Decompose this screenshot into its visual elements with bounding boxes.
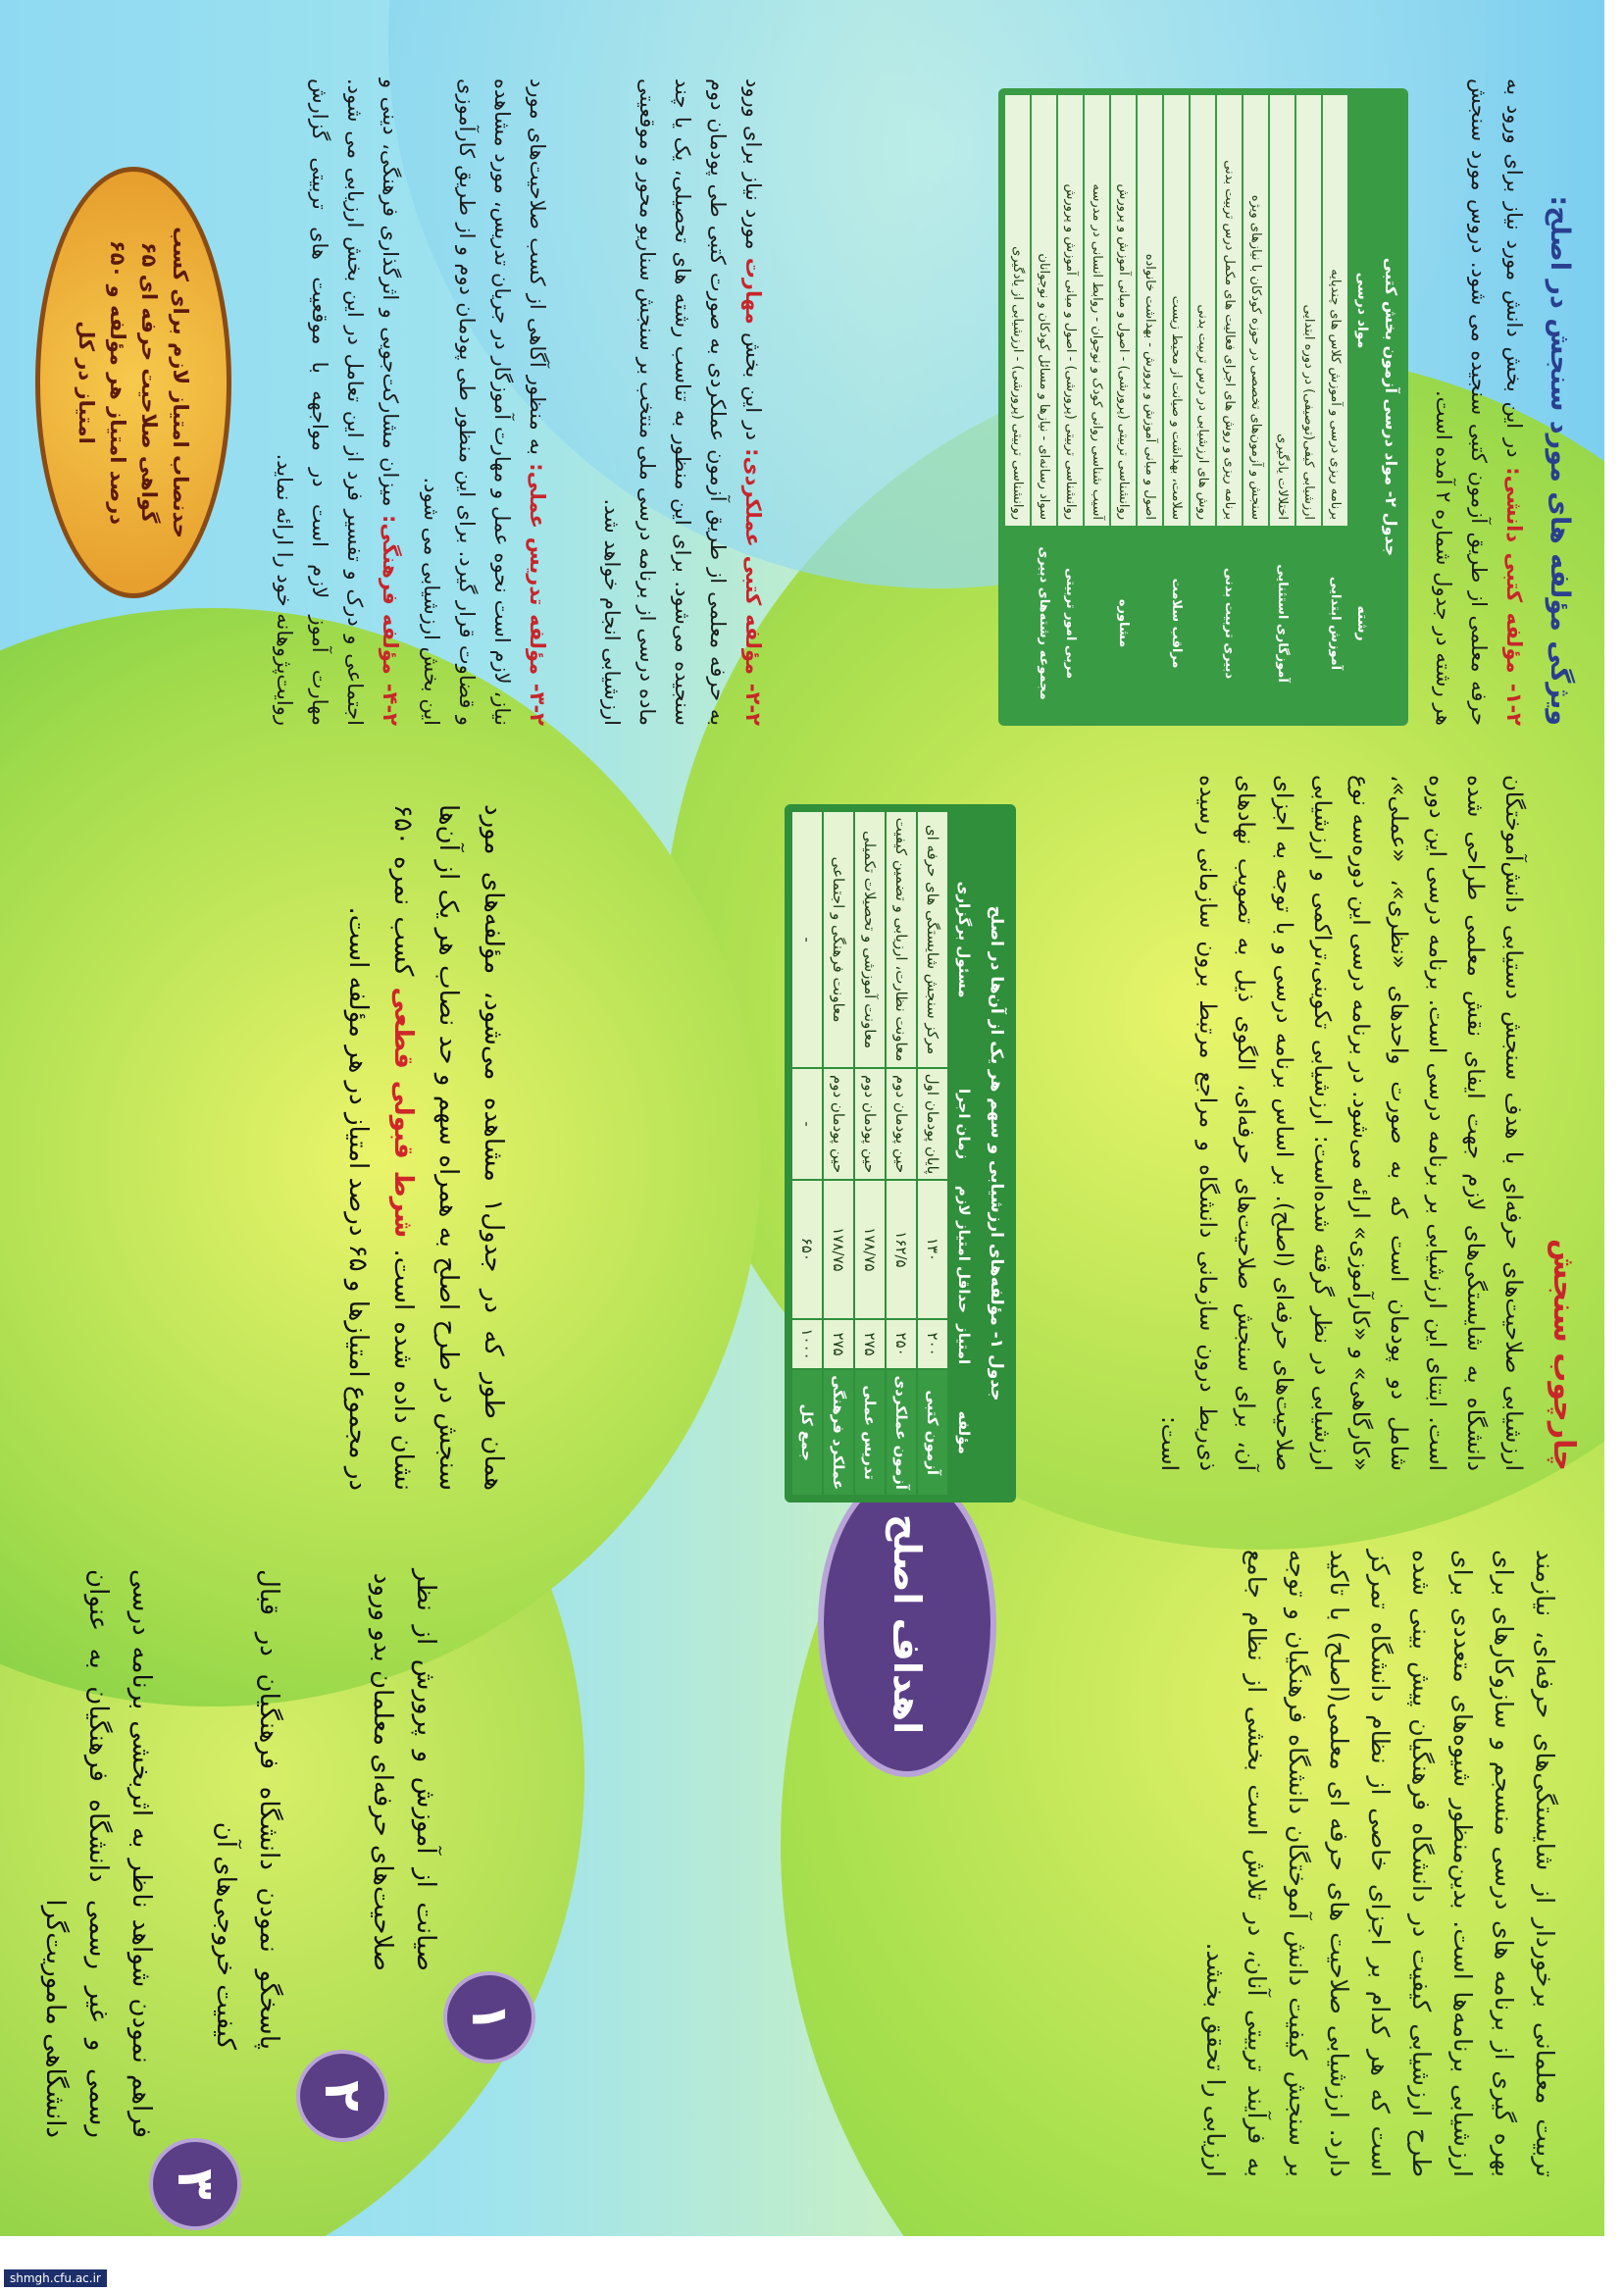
table2-cell: آموزش ابتدایی xyxy=(1323,528,1347,719)
table1-cell: ۱۶۲/۵ xyxy=(887,1181,916,1318)
table1 xyxy=(790,810,981,1497)
footer-bar xyxy=(0,2262,1624,2293)
footer-site-label: shmgh.cfu.ac.ir xyxy=(4,2269,107,2287)
table1-cell: آزمون عملکردی xyxy=(887,1370,916,1495)
table2-cell: ارزشیابی کیفی(توصیفی) در دوره ابتدایی xyxy=(1296,95,1321,526)
table2-row xyxy=(1138,95,1162,719)
table1-cell: - xyxy=(792,1069,822,1179)
footer-strip xyxy=(0,2262,1624,2293)
table2-cell: آسیب شناسی روانی کودک و نوجوان - روابط انسانی در مدرسه xyxy=(1085,95,1109,526)
table2-cell xyxy=(1138,528,1162,719)
goals-title-oval xyxy=(818,1471,996,1777)
table1-cell: حین پودمان دوم xyxy=(855,1069,885,1179)
table1-cell: جمع کل xyxy=(792,1370,822,1495)
table2-row xyxy=(1085,95,1109,719)
table1-row xyxy=(792,812,822,1495)
table2-cell: سنجش و آزمون‌های تخصصی در حوزه کودکان با نیازهای ویژه xyxy=(1243,95,1268,526)
table1-cell: ۱۷۸/۷۵ xyxy=(855,1181,885,1318)
section-3 xyxy=(414,78,555,726)
table1-row xyxy=(824,812,853,1495)
table1-row xyxy=(855,812,885,1495)
table1-cell: ۱۳۰ xyxy=(918,1181,947,1318)
table2-wrapper xyxy=(998,88,1408,726)
table2-row xyxy=(1111,95,1136,719)
table1-caption: جدول ۱- مؤلفه‌های ارزشیابی و سهم هر یک از آن‌ها در اصلح xyxy=(987,905,1006,1401)
goal-3-number: ۳ xyxy=(149,2138,241,2230)
pass-condition: شرط قبولی قطعی xyxy=(388,987,418,1239)
table1-cell: تدریس عملی xyxy=(855,1370,885,1495)
goal-2-text: پاسخگو نمودن دانشگاه فرهنگیان در قبال کیفیت خروجی‌های آن xyxy=(211,1569,283,2050)
section-2 xyxy=(594,78,771,726)
section-4-text: میزان مشارکت‌جویی و اثرگذاری فرهنگی، دینی و اجتماعی و درک و تفسیر فرد از این تعامل در این بخش ارزیابی می شود. مهارت آموز لازم است در مواجهه با موقعیت های تربیتی گزارش روایت‌پژوهانه خود را ارائه نماید. xyxy=(273,78,402,726)
table2-cell xyxy=(1243,528,1268,719)
table1-cell: ۲۷۵ xyxy=(824,1320,853,1369)
table1-cell: ۲۷۵ xyxy=(855,1320,885,1369)
table2-cell: روش های ارزشیابی در درس تربیت بدنی xyxy=(1191,95,1215,526)
framework-title: چارچوب سنجش xyxy=(1547,1239,1581,1471)
table2-header-cell: مواد درسی xyxy=(1349,95,1375,526)
table1-note-text: همان طور که در جدول۱ مشاهده می‌شود، مؤلفه‌های مورد سنجش در طرح اصلح به همراه سهم و حد نصاب هر یک از آن‌ها نشان داده شده است. xyxy=(388,804,508,1492)
table2-cell: آموزگاری استثنایی xyxy=(1270,528,1294,719)
table2-cell xyxy=(1191,528,1215,719)
table1-header-cell: زمان اجرا xyxy=(949,1069,979,1179)
section-1-text: در این بخش دانش مورد نیاز برای ورود به حرفه معلمی از طریق آزمون کتبی سنجیده می شود. دروس مورد سنجش هر رشته در جدول شماره ۲ آمده است. xyxy=(1432,78,1526,726)
table1-cell: عملکرد فرهنگی xyxy=(824,1370,853,1495)
table2-row xyxy=(1191,95,1215,719)
table2-cell: اصول و مبانی آموزش و پرورش - بهداشت خانواده xyxy=(1138,95,1162,526)
table2-cell: روانشناسی تربیتی (پرورشی) - ارزشیابی از یادگیری xyxy=(1005,95,1030,526)
table2-cell: برنامه ریزی درسی و آموزش کلاس های چندپایه xyxy=(1323,95,1347,526)
intro-paragraph: تربیت معلمانی برخوردار از شایستگی‌های حرفه‌ای، نیازمند بهره گیری از برنامه های درسی منسجم و سازوکارهای برای ارزشیابی برنامه‌ها است. بدین‌منظور شیوه‌های متعددی برای طرح ارزشیابی کیفیت در دانشگاه فرهنگیان پیش بینی شده است که هر کدام بر اجزای خاصی از نظام دانشگاه تمرکز دارد. ارزشیابی صلاحیت های حرفه ای معلمی(اصلح) با تاکید بر سنجش کیفیت دانش آموختگان دانشگاه فرهنگیان و توجه به فرآیند تربیتی آنان، در تلاش است بخشی از نظام جامع ارزیابی را تحقق بخشد. xyxy=(1201,1550,1559,2177)
table2-cell: مراقب سلامت xyxy=(1164,528,1189,719)
threshold-badge xyxy=(35,167,231,598)
section-3-text: به منظور آگاهی از کسب صلاحیت‌های مورد نیاز، لازم است نحوه عمل و مهارت آموزگار در جریان تدریس، مورد مشاهده و قضاوت قرار گیرد. برای این منظور طی پودمان دوم و از طریق کارآموزی این بخش ارزشیابی می شود. xyxy=(420,78,549,726)
table1-cell: ۱۷۸/۷۵ xyxy=(824,1181,853,1318)
table1-cell: حین پودمان دوم xyxy=(887,1069,916,1179)
table2-caption: جدول ۲- مواد درسی آزمون بخش کتبی xyxy=(1382,257,1400,557)
table1-cell: آزمون کتبی xyxy=(918,1370,947,1495)
section-3-title: ۳-۲- مؤلفه تدریس عملی: xyxy=(526,463,549,726)
table2-cell: سلامت، بهداشت و صیانت از محیط زیست xyxy=(1164,95,1189,526)
table2-row xyxy=(1270,95,1294,719)
table2-cell xyxy=(1005,528,1030,719)
table1-note xyxy=(335,804,516,1491)
table1-cell: ۲۵۰ xyxy=(887,1320,916,1369)
table2-row xyxy=(1243,95,1268,719)
table2-row xyxy=(1058,95,1083,719)
goal-1-number: ۱ xyxy=(443,1971,535,2064)
table2-row xyxy=(1323,95,1347,719)
table2-cell: مربی امور تربیتی xyxy=(1058,528,1083,719)
table2-row xyxy=(1032,95,1056,719)
section-2-text: مورد نیاز برای ورود به حرفه معلمی از طریق آزمون عملکردی به صورت کتبی طی پودمان دوم سنجیده می‌شود. برای این منظور به تناسب رشته های تحصیلی، یک یا چند ماده درسی از برنامه درسی ملی منتخب بر سنجش سناریو محور و موقعیتی ارزشیابی انجام خواهد شد. xyxy=(600,78,765,726)
table1-header-cell: مسئول برگزاری xyxy=(949,812,979,1067)
table2-cell: روانشناسی تربیتی (پرورشی) - اصول و مبانی آموزش و پرورش xyxy=(1111,95,1136,526)
section-1-title: ۱-۲- مؤلفه کتبی دانشی: xyxy=(1502,467,1526,726)
table2-cell: برنامه ریزی و روش های اجرای فعالیت های مکمل درس تربیت بدنی xyxy=(1217,95,1242,526)
table1-note-end: کسب نمره ۶۵۰ در مجموع امتیازها و ۶۵ درصد امتیاز در هر مؤلفه است. xyxy=(343,804,418,1491)
table2-row xyxy=(1005,95,1030,719)
section-2-title: ۲-۲- مؤلفه کتبی عملکردی: xyxy=(741,448,765,726)
table2-cell: اختلالات یادگیری xyxy=(1270,95,1294,526)
table1-cell: مرکز سنجش شایستگی های حرفه ای xyxy=(918,812,947,1067)
goals-title: اهداف اصلح xyxy=(886,1513,929,1735)
goal-3-text: فراهم نمودن شواهد ناظر به اثربخشی برنامه درسی رسمی و غیر رسمی دانشگاه فرهنگیان به عنوان دانشگاهی ماموریت‌گرا xyxy=(40,1569,156,2138)
table1-cell: حین پودمان دوم xyxy=(824,1069,853,1179)
section-1 xyxy=(1426,78,1532,726)
table1-cell: پایان پودمان اول xyxy=(918,1069,947,1179)
table1-cell: ۶۵۰ xyxy=(792,1181,822,1318)
table1-cell: ۲۰۰ xyxy=(918,1320,947,1369)
table1-header-cell: امتیاز xyxy=(949,1320,979,1369)
threshold-badge-text: حدنصاب امتیاز لازم برای کسب گواهی صلاحیت حرفه ای ۶۵ درصد امتیاز هر مؤلفه و ۶۵۰ امتیاز در کل xyxy=(75,227,192,538)
table1-row xyxy=(918,812,947,1495)
table2-row xyxy=(1217,95,1242,719)
table2-cell: مشاوره xyxy=(1111,528,1136,719)
framework-paragraph: ارزشیابی صلاحیت‌های حرفه‌ای با هدف سنجش دستیابی دانش‌آموختگان دانشگاه به شایستگی‌های لازم جهت ایفای نقش معلمی طراحی شده است. ابتنای این ارزشیابی بر برنامه درسی است. برنامه درسی این دوره شامل دو پودمان است که به صورت واحدهای «نظری»، «عملی»، «کارگاهی» و «کارآموزی» ارائه می‌شود. در برنامه درسی این دوره‌سه نوع ارزشیابی در نظر گرفته شده‌است: ارزشیابی تکوینی،تراکمی و ارزشیابی صلاحیت‌های حرفه‌ای (اصلح). بر اساس برنامه درسی و با توجه به اجزای آن، برای سنجش صلاحیت‌های حرفه‌ای، الگوی ذیل به تصویب نهادهای ذی‌ربط درون سازمانی دانشگاه و مراجع مرتبط برون سازمانی رسیده است: xyxy=(1156,775,1526,1471)
table2-header-cell: رشته xyxy=(1349,528,1375,719)
table1-cell: معاونت آموزشی و تحصیلات تکمیلی xyxy=(855,812,885,1067)
goal-1-text: صیانت از آموزش و پرورش از نظر صلاحیت‌های حرفه‌ای معلمان بدو ورود xyxy=(368,1569,440,1971)
table2-cell xyxy=(1085,528,1109,719)
table2-row xyxy=(1164,95,1189,719)
components-title: ویژگی مؤلفه های مورد سنجش در اصلح: xyxy=(1545,195,1575,726)
table2-cell xyxy=(1296,528,1321,719)
table2-cell: دبیری تربیت بدنی xyxy=(1217,528,1242,719)
table2-cell: مجموعه رشته‌های دبیری xyxy=(1032,528,1056,719)
section-2-lead: در این بخش xyxy=(741,331,765,440)
section-4 xyxy=(267,78,408,726)
table1-cell: معاونت فرهنگی و اجتماعی xyxy=(824,812,853,1067)
table2 xyxy=(1003,93,1377,721)
section-2-highlight: مهارت xyxy=(741,257,765,325)
table1-row xyxy=(887,812,916,1495)
table1-cell: معاونت نظارت، ارزیابی و تضمین کیفیت xyxy=(887,812,916,1067)
goal-2-number: ۲ xyxy=(296,2050,388,2142)
table1-wrapper xyxy=(785,804,1016,1503)
table1-header-cell: مؤلفه xyxy=(949,1370,979,1495)
table1-cell: ۱۰۰۰ xyxy=(792,1320,822,1369)
table1-header-cell: حداقل امتیاز لازم xyxy=(949,1181,979,1318)
table2-cell: روانشناسی تربیتی (پرورشی) - اصول و مبانی آموزش و پرورش xyxy=(1058,95,1083,526)
table2-cell: سواد رسانه‌ای - نیازها و مسائل کودکان و نوجوانان xyxy=(1032,95,1056,526)
section-4-title: ۴-۲- مؤلفه فرهنگی: xyxy=(379,515,402,726)
table2-row xyxy=(1296,95,1321,719)
table1-cell: - xyxy=(792,812,822,1067)
